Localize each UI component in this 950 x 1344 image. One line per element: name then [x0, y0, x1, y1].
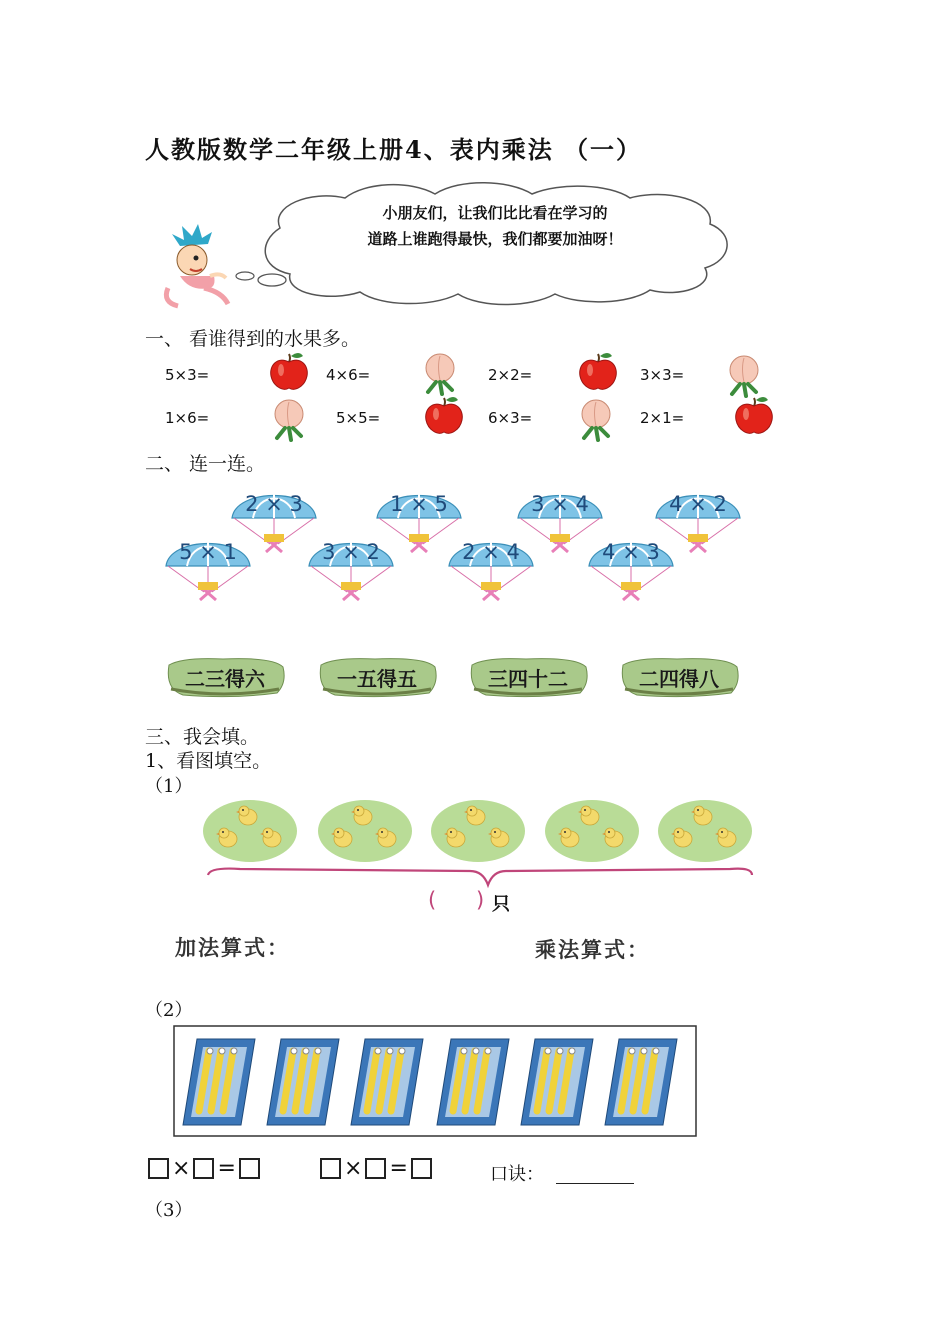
fruit-expr-5: 1×6=	[165, 409, 210, 427]
part1-label: （1）	[145, 776, 193, 797]
parachute-icon	[162, 526, 254, 608]
fruit-expr-1: 5×3=	[165, 366, 210, 384]
answer-box[interactable]	[320, 1158, 341, 1179]
times-sign: ×	[172, 1156, 191, 1181]
stone-2[interactable]	[315, 655, 439, 699]
brace-icon	[208, 869, 752, 885]
parachute-label: 4 × 2	[669, 492, 727, 516]
apple-icon	[424, 394, 464, 436]
answer-box[interactable]	[193, 1158, 214, 1179]
answer-box[interactable]	[239, 1158, 260, 1179]
stone-label: 三四十二	[488, 667, 568, 691]
answer-box[interactable]	[148, 1158, 169, 1179]
parachute-icon	[305, 526, 397, 608]
parachute-label: 5 × 1	[179, 540, 237, 564]
intro-text	[300, 200, 690, 252]
fruit-expr-2: 4×6=	[326, 366, 371, 384]
stone-1[interactable]	[163, 655, 287, 699]
koujue-blank[interactable]	[556, 1183, 634, 1184]
chick-plate-icon	[658, 800, 752, 862]
intro-line-1: 小朋友们，让我们比比看在学习的	[382, 204, 608, 222]
stone-label: 二三得六	[185, 667, 265, 691]
fruit-expr-3: 2×2=	[488, 366, 533, 384]
apple-icon	[734, 394, 774, 436]
answer-paren-open: (	[428, 888, 437, 912]
equation-2	[320, 1156, 432, 1181]
parachute-label: 3 × 2	[322, 540, 380, 564]
stone-3[interactable]	[466, 655, 590, 699]
chick-plate-icon	[318, 800, 412, 862]
equals-sign: =	[217, 1156, 236, 1181]
add-formula-label: 加法算式：	[175, 935, 290, 960]
peach-icon	[726, 352, 762, 398]
section3-heading: 三、我会填。	[145, 726, 260, 748]
fruit-expr-7: 6×3=	[488, 409, 533, 427]
parachute-label: 2 × 3	[245, 492, 303, 516]
parachute-label: 4 × 3	[602, 540, 660, 564]
chick-plate-icon	[431, 800, 525, 862]
fruit-expr-4: 3×3=	[640, 366, 685, 384]
parachute-label: 3 × 4	[531, 492, 589, 516]
parachute-icon	[585, 526, 677, 608]
parachute-7[interactable]	[445, 526, 537, 608]
answer-box[interactable]	[411, 1158, 432, 1179]
equals-sign: =	[389, 1156, 408, 1181]
chick-plate-icon	[545, 800, 639, 862]
fruit-expr-6: 5×5=	[336, 409, 381, 427]
pen-trays-illustration	[173, 1025, 697, 1137]
part2-label: （2）	[145, 1000, 193, 1021]
parachute-6[interactable]	[305, 526, 397, 608]
running-child-icon	[166, 224, 228, 306]
peach-icon	[271, 396, 307, 442]
chick-plate-icon	[203, 800, 297, 862]
stone-label: 二四得八	[639, 667, 719, 691]
unit-label: 只	[492, 894, 510, 915]
intro-line-2: 道路上谁跑得最快，我们都要加油呀！	[367, 230, 623, 248]
stone-label: 一五得五	[337, 667, 417, 691]
page-title: 人教版数学二年级上册4、表内乘法 （一）	[145, 135, 643, 164]
mul-formula-label: 乘法算式：	[535, 937, 650, 962]
peach-icon	[578, 396, 614, 442]
times-sign: ×	[344, 1156, 363, 1181]
apple-icon	[578, 350, 618, 392]
section3-sub1: 1、看图填空。	[145, 750, 272, 772]
apple-icon	[269, 350, 309, 392]
peach-icon	[422, 350, 458, 396]
parachute-8[interactable]	[585, 526, 677, 608]
koujue-label: 口诀：	[490, 1164, 544, 1185]
section1-heading: 一、 看谁得到的水果多。	[145, 328, 361, 350]
part3-label: （3）	[145, 1200, 193, 1221]
section2-heading: 二、 连一连。	[145, 453, 266, 475]
parachute-label: 2 × 4	[462, 540, 520, 564]
parachute-label: 1 × 5	[390, 492, 448, 516]
answer-box[interactable]	[365, 1158, 386, 1179]
fruit-expr-8: 2×1=	[640, 409, 685, 427]
answer-paren-close: )	[476, 888, 485, 912]
stone-4[interactable]	[617, 655, 741, 699]
parachute-5[interactable]	[162, 526, 254, 608]
equation-1	[148, 1156, 260, 1181]
parachute-icon	[445, 526, 537, 608]
